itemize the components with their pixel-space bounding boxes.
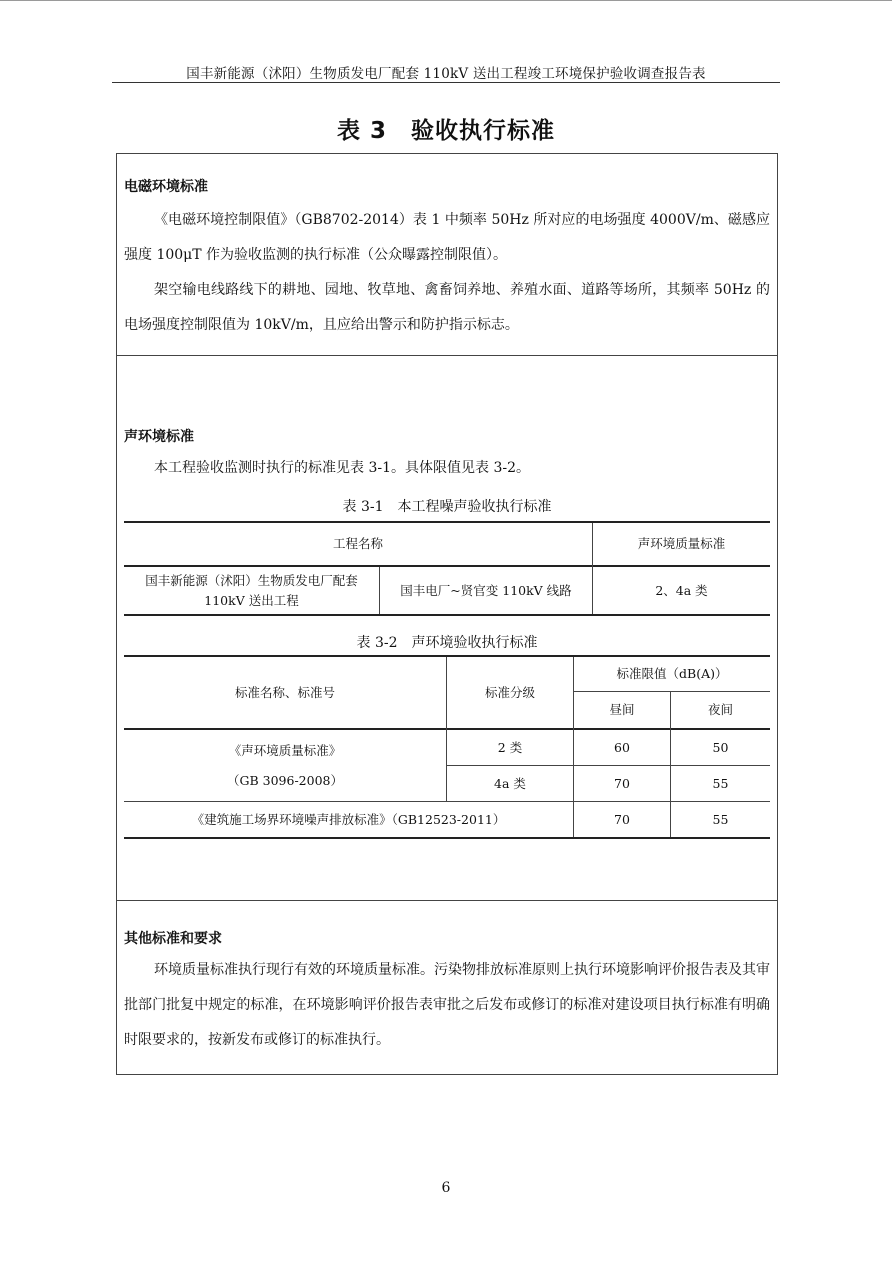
noise-paragraph: 本工程验收监测时执行的标准见表 3-1。具体限值见表 3-2。: [154, 460, 530, 476]
table-cell: 4a 类: [494, 775, 526, 791]
page-title: 表 3 验收执行标准: [336, 118, 555, 144]
table-header-cell: 昼间: [609, 702, 635, 717]
table-3-1-caption: 表 3-1 本工程噪声验收执行标准: [342, 499, 552, 515]
table-cell: 2、4a 类: [655, 582, 708, 598]
table-cell: 70: [614, 775, 630, 791]
header-rule: [112, 82, 780, 83]
noise-heading: 声环境标准: [124, 429, 194, 445]
table-cell: 国丰新能源（沭阳）生物质发电厂配套 110kV 送出工程: [145, 572, 358, 608]
table-cell: 60: [614, 739, 630, 755]
em-paragraph-2: 架空输电线路线下的耕地、园地、牧草地、禽畜饲养地、养殖水面、道路等场所，其频率 50Hz 的电场强度控制限值为 10kV/m，且应给出警示和防护指示标志。: [124, 282, 770, 333]
section-divider: [116, 900, 778, 901]
running-header: 国丰新能源（沭阳）生物质发电厂配套 110kV 送出工程竣工环境保护验收调查报告表: [186, 66, 706, 82]
table-bottom-rule: [124, 614, 770, 616]
table-header-cell: 工程名称: [332, 536, 383, 551]
table-header-cell: 声环境质量标准: [637, 536, 726, 551]
table-header-cell: 标准分级: [484, 684, 535, 700]
page-number: 6: [441, 1180, 451, 1196]
top-border: [0, 0, 892, 1]
em-heading: 电磁环境标准: [124, 179, 208, 195]
table-bottom-rule: [124, 837, 770, 839]
section-divider: [116, 355, 778, 356]
other-paragraph: 环境质量标准执行现行有效的环境质量标准。污染物排放标准原则上执行环境影响评价报告表及其审批部门批复中规定的标准，在环境影响评价报告表审批之后发布或修订的标准对建设项目执行标准有明确时限要求的，按新发布或修订的标准执行。: [124, 962, 770, 1048]
table-header-cell: 夜间: [707, 702, 733, 717]
table-cell: [124, 730, 446, 801]
em-paragraph-1: 《电磁环境控制限值》（GB8702-2014）表 1 中频率 50Hz 所对应的电场强度 4000V/m、磁感应强度 100μT 作为验收监测的执行标准（公众曝露控制限值）。: [124, 212, 770, 263]
table-cell: 国丰电厂~贤官变 110kV 线路: [400, 582, 572, 598]
other-heading: 其他标准和要求: [124, 931, 222, 947]
table-cell: 50: [712, 739, 729, 755]
table-cell: 2 类: [497, 739, 523, 755]
table-3-2-caption: 表 3-2 声环境验收执行标准: [356, 635, 538, 651]
table-header-cell: 标准限值（dB(A)）: [616, 666, 728, 681]
table-cell: 《建筑施工场界环境噪声排放标准》（GB12523-2011）: [191, 811, 506, 827]
table-header-cell: 标准名称、标准号: [234, 684, 335, 700]
table-cell: 55: [712, 775, 729, 791]
table-cell: 70: [614, 811, 630, 827]
standard-code: （GB 3096-2008）: [227, 772, 343, 788]
table-cell: 55: [712, 811, 729, 827]
standard-name: 《声环境质量标准》: [228, 742, 342, 758]
